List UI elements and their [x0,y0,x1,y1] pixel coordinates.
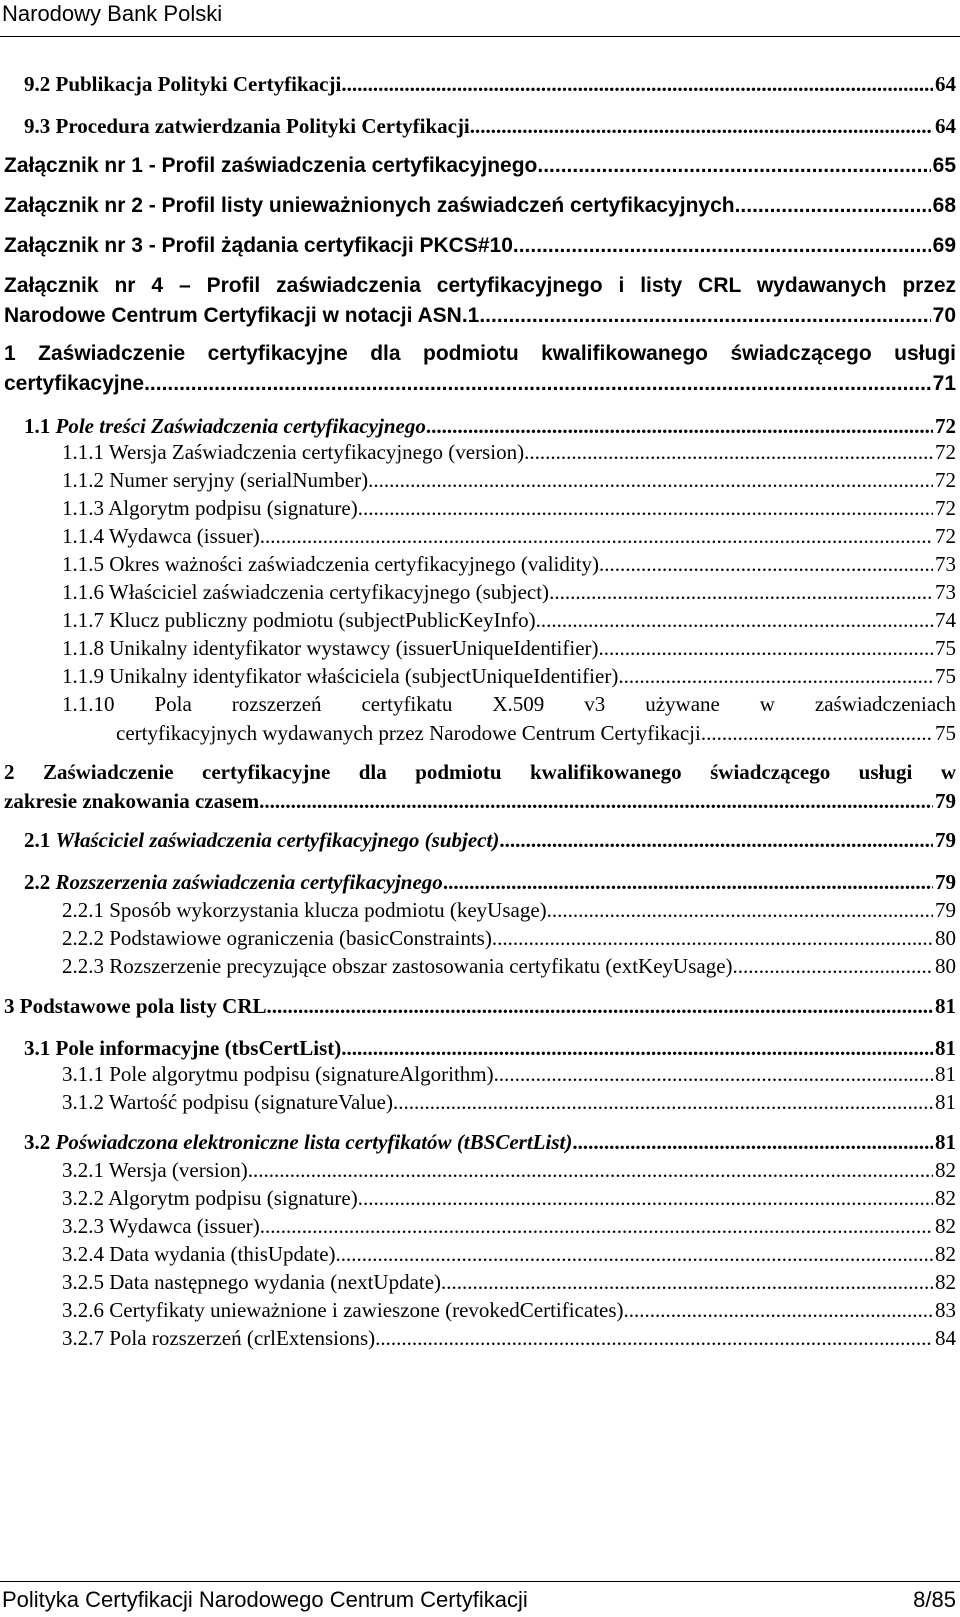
toc-leader [336,1242,933,1267]
toc-entry-1-1-10[interactable] [62,692,956,746]
toc-entry-3-2-4[interactable] [62,1242,956,1267]
toc-leader [701,721,933,746]
toc-leader [599,552,933,577]
toc-page: 74 [935,608,956,632]
toc-title: 3.2.7 Pola rozszerzeń (crlExtensions) [62,1326,376,1350]
toc-entry-1-1-6[interactable] [62,580,956,605]
toc-title: Pole treści Zaświadczenia certyfikacyjnego [55,414,426,438]
toc-leader [441,1270,933,1295]
toc-entry-zal-3[interactable] [4,234,956,258]
toc-title: Poświadczona elektroniczne lista certyfikatów (tBSCertList) [55,1130,573,1154]
toc-page: 82 [935,1214,956,1238]
toc-title: 9.2 Publikacja Polityki Certyfikacji [24,72,342,96]
toc-leader [341,1036,933,1061]
toc-leader [547,898,933,923]
toc-page: 81 [935,1062,956,1086]
toc-entry-1-1-7[interactable] [62,608,956,633]
toc-title: 2.2.2 Podstawiowe ograniczenia (basicConstraints) [62,926,492,950]
page-number: 8/85 [913,1587,956,1612]
running-footer-title: Polityka Certyfikacji Narodowego Centrum Certyfikacji [2,1587,528,1612]
toc-leader [358,496,933,521]
toc-title: 3 Podstawowe pola listy CRL [4,994,267,1018]
toc-leader [494,1062,933,1087]
toc-entry-3-2-6[interactable] [62,1298,956,1323]
toc-page: 81 [935,994,956,1018]
toc-title: 3.2.2 Algorytm podpisu (signature) [62,1186,358,1210]
toc-title: 3.1.1 Pole algorytmu podpisu (signatureAlgorithm) [62,1062,494,1086]
toc-page: 84 [935,1326,956,1350]
toc-page: 73 [935,552,956,576]
toc-leader [470,114,933,139]
toc-entry-3-1[interactable] [24,1036,956,1061]
footer-rule [0,1581,960,1582]
toc-page: 82 [935,1270,956,1294]
toc-entry-1-1-1[interactable] [62,440,956,465]
toc-entry-1-1[interactable] [24,414,956,439]
toc-page: 75 [935,636,956,660]
toc-entry-3-2-5[interactable] [62,1270,956,1295]
toc-page: 81 [935,1090,956,1114]
toc-page: 80 [935,926,956,950]
toc-page: 72 [935,496,956,520]
toc-leader [733,954,933,979]
toc-page: 69 [932,234,956,257]
toc-title: 1.1.1 Wersja Zaświadczenia certyfikacyjnego (version) [62,440,525,464]
toc-title: 1.1.3 Algorytm podpisu (signature) [62,496,358,520]
toc-entry-zal-2[interactable] [4,194,956,218]
toc-leader [426,414,933,439]
header-rule [0,36,960,37]
toc-title-line2: zakresie znakowania czasem [4,789,260,813]
toc-page: 82 [935,1242,956,1266]
toc-entry-3-1-2[interactable] [62,1090,956,1115]
toc-title: 3.2.4 Data wydania (thisUpdate) [62,1242,336,1266]
toc-title: 1.1.4 Wydawca (issuer) [62,524,260,548]
toc-page: 82 [935,1158,956,1182]
toc-leader [393,1090,933,1115]
toc-leader [358,1186,933,1211]
toc-page: 79 [935,789,956,813]
toc-page: 81 [935,1036,956,1060]
toc-title: Właściciel zaświadczenia certyfikacyjnego (subject) [55,828,500,852]
toc-page: 79 [935,870,956,894]
toc-entry-1-1-8[interactable] [62,636,956,661]
toc-leader [479,304,930,328]
toc-leader [499,828,933,853]
toc-number: 3.2 [24,1130,51,1154]
toc-leader [524,440,933,465]
toc-title: Załącznik nr 1 - Profil zaświadczenia certyfikacyjnego [4,154,538,177]
toc-leader [341,72,933,97]
toc-entry-1-1-5[interactable] [62,552,956,577]
toc-leader [624,1298,933,1323]
toc-page: 82 [935,1186,956,1210]
toc-page: 81 [935,1130,956,1154]
toc-page: 79 [935,898,956,922]
toc-page: 72 [935,440,956,464]
toc-title: 2.2.1 Sposób wykorzystania klucza podmiotu (keyUsage) [62,898,547,922]
toc-entry-zal-4[interactable] [4,274,956,328]
toc-entry-1-1-2[interactable] [62,468,956,493]
toc-page: 64 [935,114,956,138]
toc-page: 75 [935,664,956,688]
toc-title: 1.1.5 Okres ważności zaświadczenia certyfikacyjnego (validity) [62,552,600,576]
toc-title: 3.2.1 Wersja (version) [62,1158,248,1182]
toc-entry-zal-1[interactable] [4,154,956,178]
toc-leader [549,580,933,605]
toc-leader [259,789,933,814]
toc-leader [618,664,933,689]
toc-leader [260,524,933,549]
toc-entry-2[interactable] [4,760,956,814]
toc-title: 3.2.3 Wydawca (issuer) [62,1214,260,1238]
toc-number: 1.1 [24,414,51,438]
toc-title: 3.1.2 Wartość podpisu (signatureValue) [62,1090,393,1114]
toc-entry-2-2-1[interactable] [62,898,956,923]
toc-page: 83 [935,1298,956,1322]
toc-title: Rozszerzenia zaświadczenia certyfikacyjnego [55,870,443,894]
toc-page: 80 [935,954,956,978]
toc-title-line2: Narodowe Centrum Certyfikacji w notacji ASN.1 [4,304,480,327]
toc-leader [375,1326,933,1351]
toc-leader [260,1214,933,1239]
toc-title: 3.1 Pole informacyjne (tbsCertList) [24,1036,342,1060]
toc-page: 71 [932,372,956,395]
toc-title: 1.1.8 Unikalny identyfikator wystawcy (issuerUniqueIdentifier) [62,636,599,660]
toc-leader [537,154,930,178]
toc-entry-3-2-3[interactable] [62,1214,956,1239]
toc-page: 72 [935,414,956,438]
toc-page: 79 [935,828,956,852]
toc-leader [368,468,933,493]
toc-entry-1-1-4[interactable] [62,524,956,549]
toc-entry-1-1-9[interactable] [62,664,956,689]
toc-title: Załącznik nr 3 - Profil żądania certyfikacji PKCS#10 [4,234,513,257]
toc-entry-3-2-2[interactable] [62,1186,956,1211]
toc-leader [735,194,931,218]
toc-title: 9.3 Procedura zatwierdzania Polityki Certyfikacji [24,114,470,138]
toc-title-line2: certyfikacyjne [4,372,145,395]
toc-leader [492,926,933,951]
toc-page: 68 [932,194,956,217]
toc-entry-2-2-2[interactable] [62,926,956,951]
toc-leader [572,1130,933,1155]
toc-page: 64 [935,72,956,96]
toc-number: 2.2 [24,870,51,894]
toc-title: 1.1.2 Numer seryjny (serialNumber) [62,468,369,492]
toc-entry-2-2[interactable] [24,870,956,895]
toc-entry-1[interactable] [4,342,956,396]
toc-page: 72 [935,524,956,548]
toc-leader [248,1158,933,1183]
toc-title-line1: Załącznik nr 4 – Profil zaświadczenia certyfikacyjnego i listy CRL wydawanych przez [4,274,956,297]
toc-title: 3.2.5 Data następnego wydania (nextUpdate) [62,1270,442,1294]
toc-title-line2: certyfikacyjnych wydawanych przez Narodowe Centrum Certyfikacji [116,721,701,745]
toc-title: 3.2.6 Certyfikaty unieważnione i zawieszone (revokedCertificates) [62,1298,624,1322]
running-header: Narodowy Bank Polski [2,1,223,26]
toc-entry-3-2-7[interactable] [62,1326,956,1351]
toc-title-line1: 2 Zaświadczenie certyfikacyjne dla podmiotu kwalifikowanego świadczącego usługi w [4,760,956,784]
toc-leader [144,372,931,396]
toc-title: 1.1.6 Właściciel zaświadczenia certyfikacyjnego (subject) [62,580,550,604]
toc-page: 72 [935,468,956,492]
toc-page: 70 [932,304,956,327]
toc-entry-9-2[interactable] [24,72,956,97]
toc-leader [599,636,933,661]
toc-entry-2-2-3[interactable] [62,954,956,979]
toc-page: 75 [935,721,956,745]
toc-title: 2.2.3 Rozszerzenie precyzujące obszar zastosowania certyfikatu (extKeyUsage) [62,954,733,978]
toc-title-line1: 1 Zaświadczenie certyfikacyjne dla podmiotu kwalifikowanego świadczącego usługi [4,342,956,365]
toc-title: Załącznik nr 2 - Profil listy unieważnionych zaświadczeń certyfikacyjnych [4,194,735,217]
toc-entry-3-2-1[interactable] [62,1158,956,1183]
toc-title: 1.1.7 Klucz publiczny podmiotu (subjectPublicKeyInfo) [62,608,536,632]
toc-entry-3-1-1[interactable] [62,1062,956,1087]
toc-leader [267,994,933,1019]
toc-entry-1-1-3[interactable] [62,496,956,521]
toc-page: 65 [932,154,956,177]
toc-entry-3[interactable] [4,994,956,1019]
toc-page: 73 [935,580,956,604]
toc-entry-9-3[interactable] [24,114,956,139]
toc-title-line1: 1.1.10 Pola rozszerzeń certyfikatu X.509 v3 używane w zaświadczeniach [62,692,956,716]
toc-leader [443,870,933,895]
toc-entry-2-1[interactable] [24,828,956,853]
toc-entry-3-2[interactable] [24,1130,956,1155]
toc-leader [513,234,931,258]
toc-number: 2.1 [24,828,51,852]
toc-title: 1.1.9 Unikalny identyfikator właściciela (subjectUniqueIdentifier) [62,664,619,688]
toc-leader [536,608,933,633]
